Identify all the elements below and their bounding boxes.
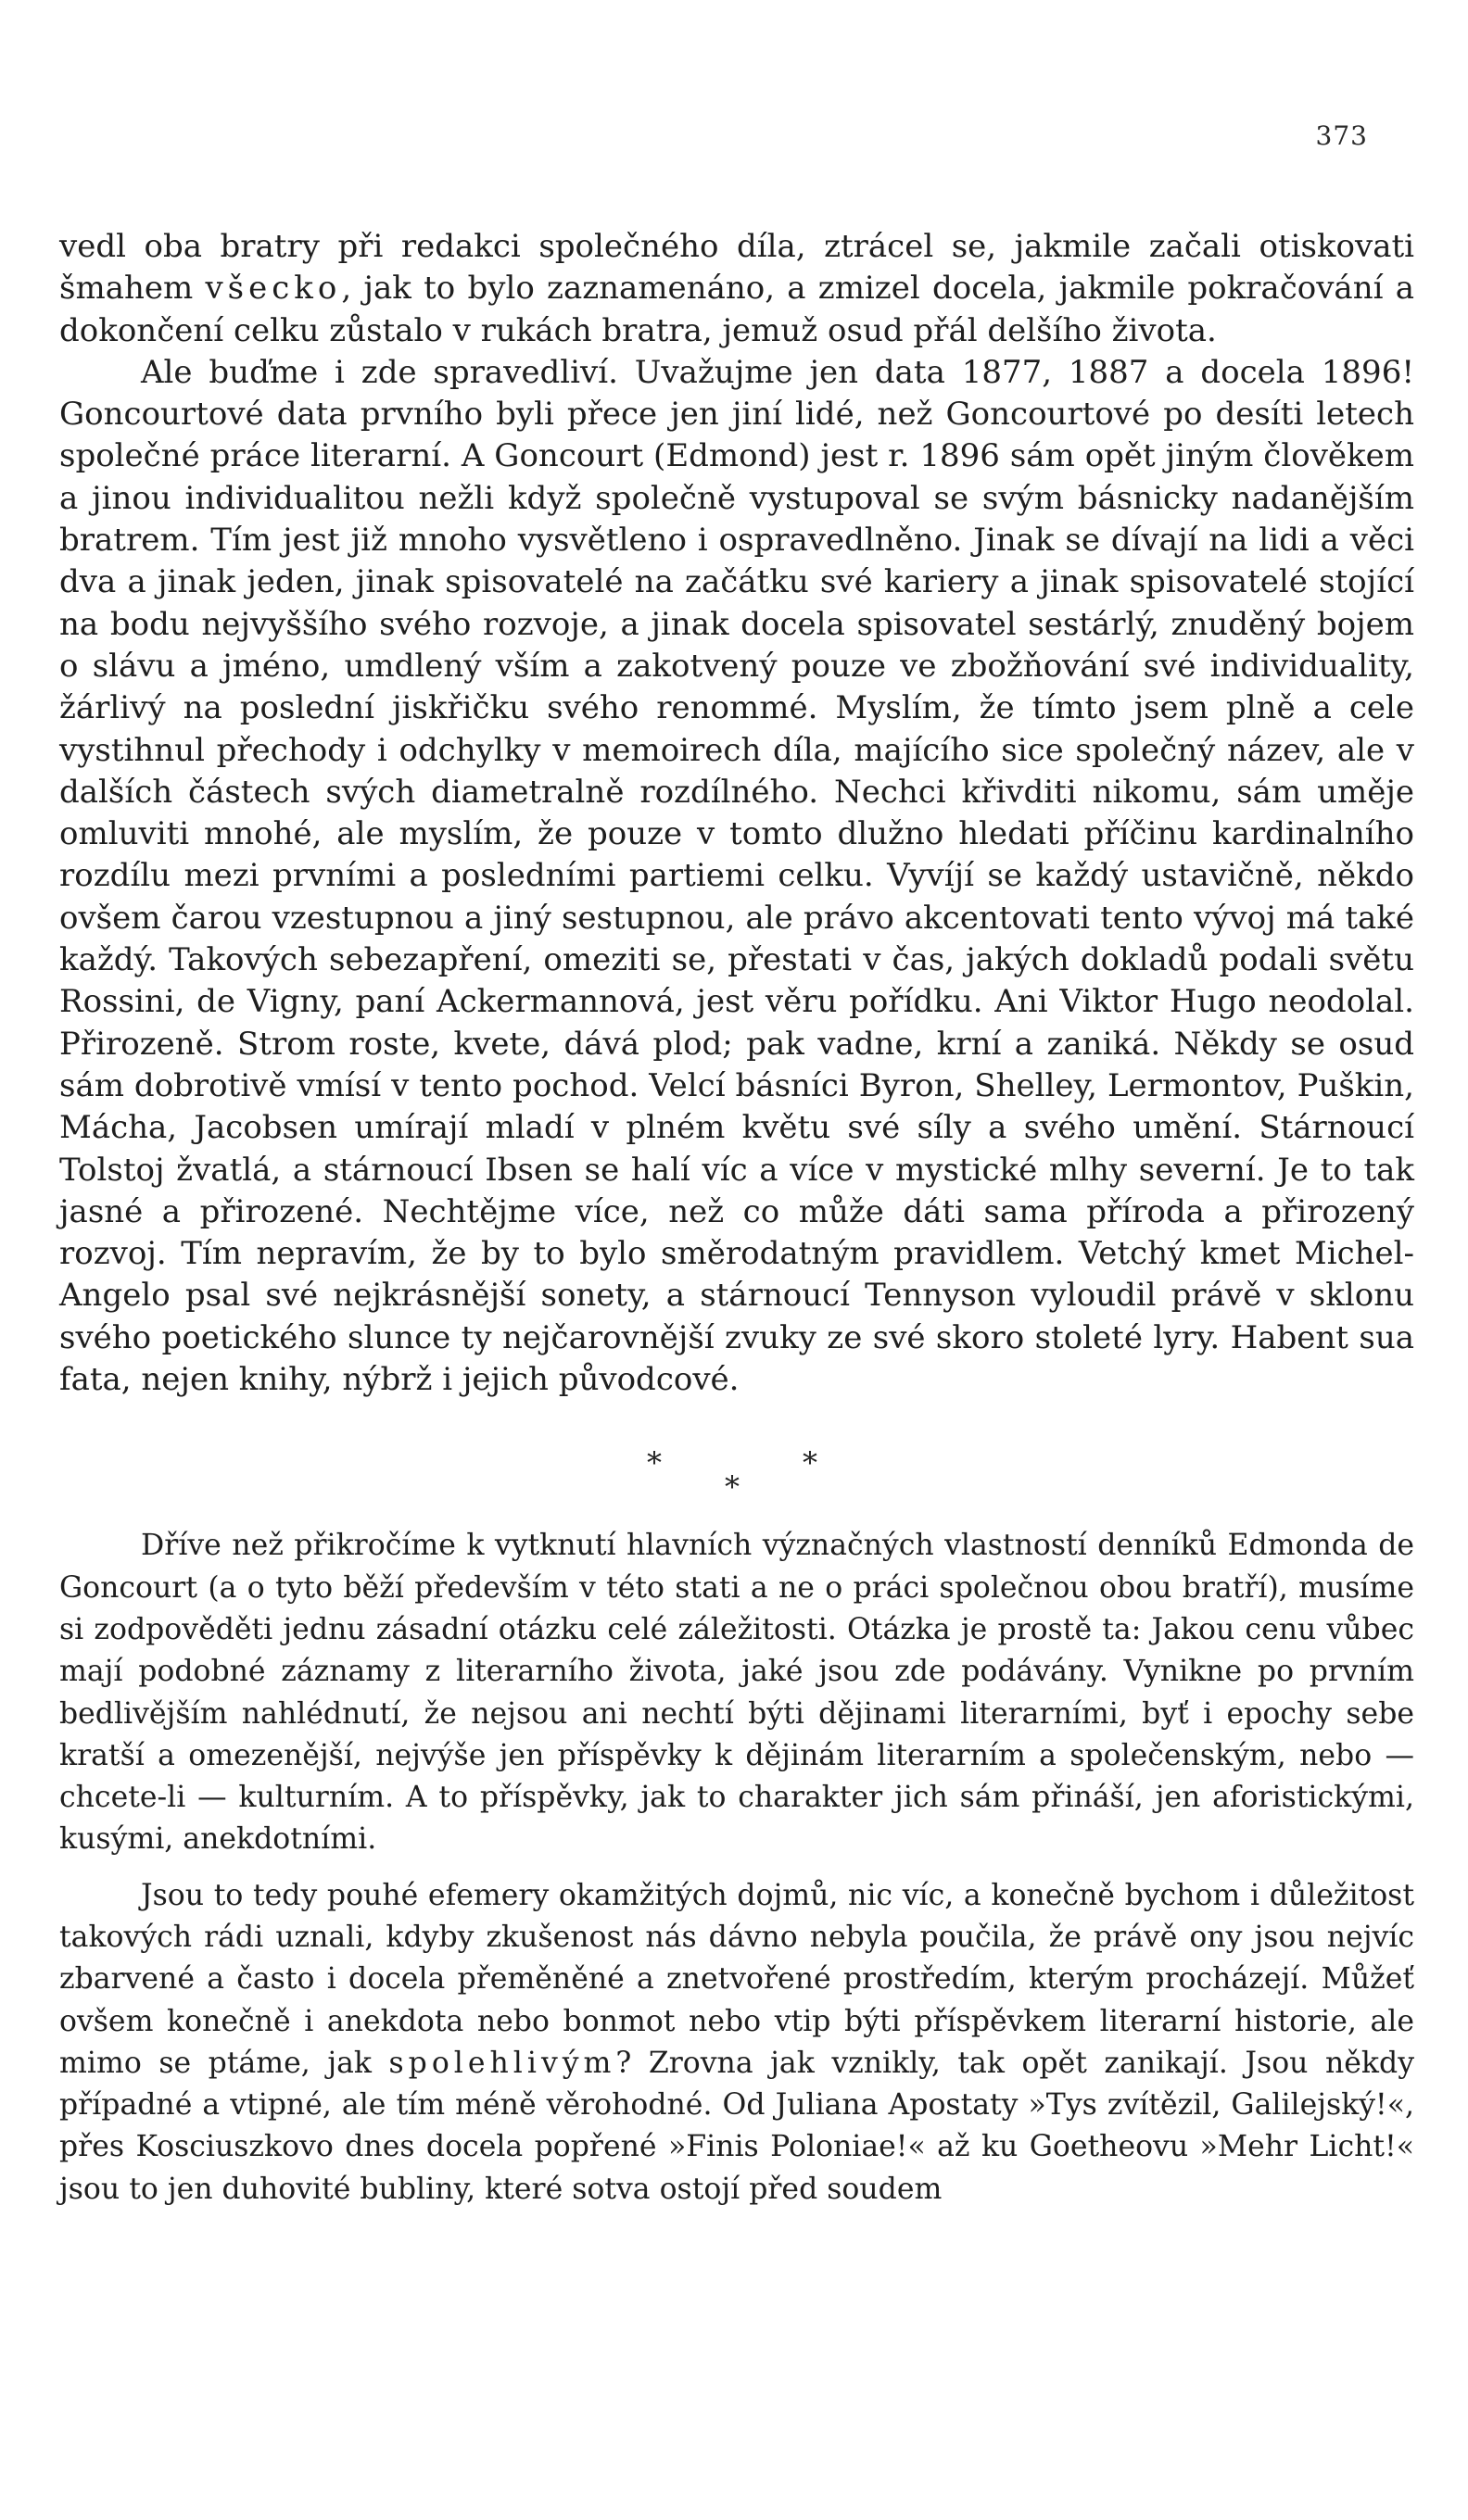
section-separator [59,1418,1414,1525]
paragraph-1-text-b: , jak to bylo zaznamenáno, a zmizel docela, jakmile pokračování a dokončení celku zůstalo v rukách bratra, jemuž osud přál delšího života. [59,270,1414,349]
paragraph-1 [59,226,1414,352]
separator-star-center: * [725,1469,740,1506]
paragraph-1-emphasis: všecko [205,270,342,308]
text-column [59,226,1414,2224]
paragraph-4-text-b: ? Zrovna jak vznikly, tak opět zanikají. Jsou někdy případné a vtipné, ale tím méně věrohodné. Od Juliana Apostaty »Tys zvítězil, Galilejský!«, přes Kosciuszkovo dnes docela popřené »Finis Poloniae!« až ku Goetheovu »Mehr Licht!« jsou to jen duhovité bubliny, které sotva ostojí před soudem [59,2046,1414,2206]
paragraph-3: Dříve než přikročíme k vytknutí hlavních význačných vlastností denníků Edmonda de Goncourt (a o tyto běží především v této stati a ne o práci společnou obou bratří), musíme si zodpověděti jednu zásadní otázku celé záležitosti. Otázka je prostě ta: Jakou cenu vůbec mají podobné záznamy z literarního života, jaké jsou zde podávány. Vynikne po prvním bedlivějším nahlédnutí, že nejsou ani nechtí býti dějinami literarními, byť i epochy sebe kratší a omezenější, nejvýše jen příspěvky k dějinám literarním a společenským, nebo — chcete-li — kulturním. A to příspěvky, jak to charakter jich sám přináší, jen aforistickými, kusými, anekdotními. [59,1529,1414,1857]
paragraph-4-text-a: Jsou to tedy pouhé efemery okamžitých dojmů, nic víc, a konečně bychom i důležitost takových rádi uznali, kdyby zkušenost nás dávno nebyla poučila, že právě ony jsou nejvíc zbarvené a často i docela přeměněné a znetvořené prostředím, kterým procházejí. Můžeť ovšem konečně i anekdota nebo bonmot nebo vtip býti příspěvkem literarní historie, ale mimo se ptáme, jak [59,1878,1414,2080]
separator-star-right: * [803,1445,817,1481]
section-2 [59,1525,1414,2211]
page-number: 373 [1315,120,1368,151]
separator-star-left: * [647,1445,662,1481]
paragraph-1-text-a: vedl oba bratry při redakci společného díla, ztrácel se, jakmile začali otiskovati šmahem [59,228,1414,308]
paragraph-2: Ale buďme i zde spravedliví. Uvažujme jen data 1877, 1887 a docela 1896! Goncourtové data prvního byli přece jen jiní lidé, než Goncourtové po desíti letech společné práce literarní. A Goncourt (Edmond) jest r. 1896 sám opět jiným člověkem a jinou individualitou nežli když společně vystupoval se svým básnicky nadanějším bratrem. Tím jest již mnoho vysvětleno i ospravedlněno. Jinak se dívají na lidi a věci dva a jinak jeden, jinak spisovatelé na začátku své kariery a jinak spisovatelé stojící na bodu nejvyššího svého rozvoje, a jinak docela spisovatel sestárlý, znuděný bojem o slávu a jméno, umdlený vším a zakotvený pouze ve zbožňování své individuality, žárlivý na poslední jiskřičku svého renommé. Myslím, že tímto jsem plně a cele vystihnul přechody i odchylky v memoirech díla, majícího sice společný název, ale v dalších částech svých diametralně rozdílného. Nechci křivditi nikomu, sám uměje omluviti mnohé, ale myslím, že pouze v tomto dlužno hledati příčinu kardinalního rozdílu mezi prvními a posledními partiemi celku. Vyvíjí se každý ustavičně, někdo ovšem čarou vzestupnou a jiný sestupnou, ale právo akcentovati tento vývoj má také každý. Takových sebezapření, omeziti se, přestati v čas, jakých dokladů podali světu Rossini, de Vigny, paní Ackermannová, jest věru pořídku. Ani Viktor Hugo neodolal. Přirozeně. Strom roste, kvete, dává plod; pak vadne, krní a zaniká. Někdy se osud sám dobrotivě vmísí v tento pochod. Velcí básníci Byron, Shelley, Lermontov, Puškin, Mácha, Jacobsen umírají mladí v plném květu své síly a svého umění. Stárnoucí Tolstoj žvatlá, a stárnoucí Ibsen se halí víc a více v mystické mlhy severní. Je to tak jasné a přirozené. Nechtějme více, než co může dáti sama příroda a přirozený rozvoj. Tím nepravím, že by to bylo směrodatným pravidlem. Vetchý kmet Michel-Angelo psal své nejkrásnější sonety, a stárnoucí Tennyson vyloudil právě v sklonu svého poetického slunce ty nejčarovnější zvuky ze své skoro stoleté lyry. Habent sua fata, nejen knihy, nýbrž i jejich původcové. [59,353,1414,1399]
paragraph-4 [59,1875,1414,2211]
section-1 [59,226,1414,1401]
paragraph-4-emphasis: spolehlivým [388,2046,616,2080]
